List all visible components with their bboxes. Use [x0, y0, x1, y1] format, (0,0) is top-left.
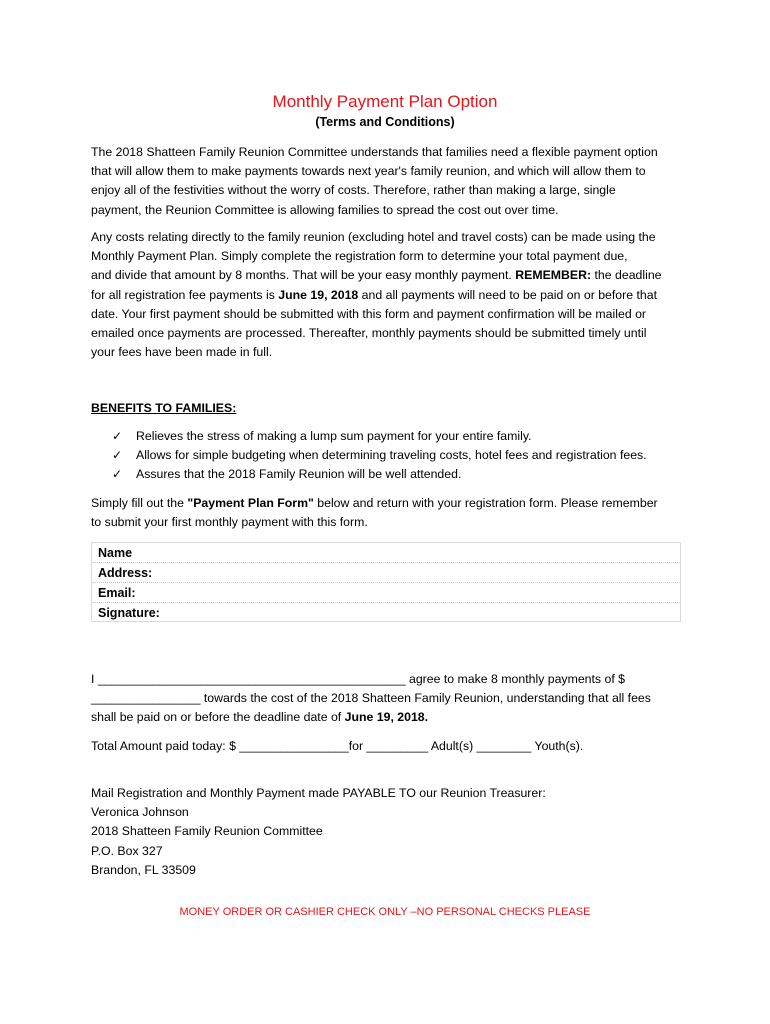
payment-plan-form: [91, 542, 681, 622]
agreement-paragraph: [91, 670, 691, 728]
signature-field[interactable]: Signature:: [98, 606, 160, 620]
text-line: Monthly Payment Plan. Simply complete the registration form to determine your total payment due,: [91, 249, 628, 264]
po-box: P.O. Box 327: [91, 843, 163, 858]
deadline-date: June 19, 2018.: [344, 710, 429, 725]
text-line: enjoy all of the festivities without the worry of costs. Therefore, rather than making a large, single: [91, 183, 616, 198]
intro-paragraph: [91, 143, 691, 220]
text-line: Any costs relating directly to the family reunion (excluding hotel and travel costs) can be made using the: [91, 230, 656, 244]
text-line: that will allow them to make payments towards next year's family reunion, and which will allow them to: [91, 164, 646, 179]
fill-instructions: [91, 494, 691, 532]
list-item: ✓ Assures that the 2018 Family Reunion will be well attended.: [112, 465, 647, 484]
address-field[interactable]: Address:: [92, 563, 680, 583]
text-line: to submit your first monthly payment with this form.: [91, 515, 368, 530]
text-line: shall be paid on or before the deadline date of June 19, 2018.: [91, 710, 429, 725]
payment-method-note: MONEY ORDER OR CASHIER CHECK ONLY –NO PERSONAL CHECKS PLEASE: [179, 906, 591, 918]
committee-name: 2018 Shatteen Family Reunion Committee: [91, 824, 323, 839]
text-line: Simply fill out the "Payment Plan Form" below and return with your registration form. Please remember: [91, 496, 658, 510]
text-line: I _____________________________________________ agree to make 8 monthly payments of $: [91, 672, 625, 686]
email-field[interactable]: Email:: [92, 583, 680, 603]
benefits-list: [112, 427, 647, 484]
page-subtitle: (Terms and Conditions): [315, 115, 455, 129]
total-amount-line: [91, 737, 691, 756]
benefits-heading: BENEFITS TO FAMILIES:: [91, 401, 237, 415]
form-name: "Payment Plan Form": [187, 496, 314, 510]
list-item: ✓ Allows for simple budgeting when determining traveling costs, hotel fees and registration fees.: [112, 446, 647, 465]
city-state-zip: Brandon, FL 33509: [91, 862, 196, 877]
text-line: your fees have been made in full.: [91, 345, 273, 360]
checkmark-icon: ✓: [112, 467, 123, 481]
text-line: date. Your first payment should be submitted with this form and payment confirmation will be mailed or: [91, 306, 647, 321]
text-line: The 2018 Shatteen Family Reunion Committee understands that families need a flexible payment option: [91, 145, 658, 159]
text-line: Mail Registration and Monthly Payment made PAYABLE TO our Reunion Treasurer:: [91, 786, 546, 800]
text-line: payment, the Reunion Committee is allowing families to spread the cost out over time.: [91, 202, 559, 217]
text-line: for all registration fee payments is June 19, 2018 and all payments will need to be paid on or before that: [91, 287, 657, 302]
text-line: and divide that amount by 8 months. That will be your easy monthly payment. REMEMBER: the deadline: [91, 268, 662, 283]
name-field[interactable]: Name: [92, 543, 680, 563]
text-line: emailed once payments are processed. Thereafter, monthly payments should be submitted timely until: [91, 326, 647, 341]
treasurer-name: Veronica Johnson: [91, 805, 189, 820]
checkmark-icon: ✓: [112, 448, 123, 462]
text-line: ________________ towards the cost of the 2018 Shatteen Family Reunion, understanding that all fees: [91, 691, 651, 706]
checkmark-icon: ✓: [112, 429, 123, 443]
list-item: ✓ Relieves the stress of making a lump sum payment for your entire family.: [112, 427, 647, 446]
text-line: Total Amount paid today: $ ________________for _________ Adult(s) ________ Youth(s).: [91, 739, 584, 753]
page-title: Monthly Payment Plan Option: [272, 92, 498, 111]
remember-label: REMEMBER:: [515, 268, 592, 283]
mailing-info: [91, 784, 691, 880]
deadline-date: June 19, 2018: [278, 287, 359, 302]
costs-paragraph: [91, 228, 691, 362]
